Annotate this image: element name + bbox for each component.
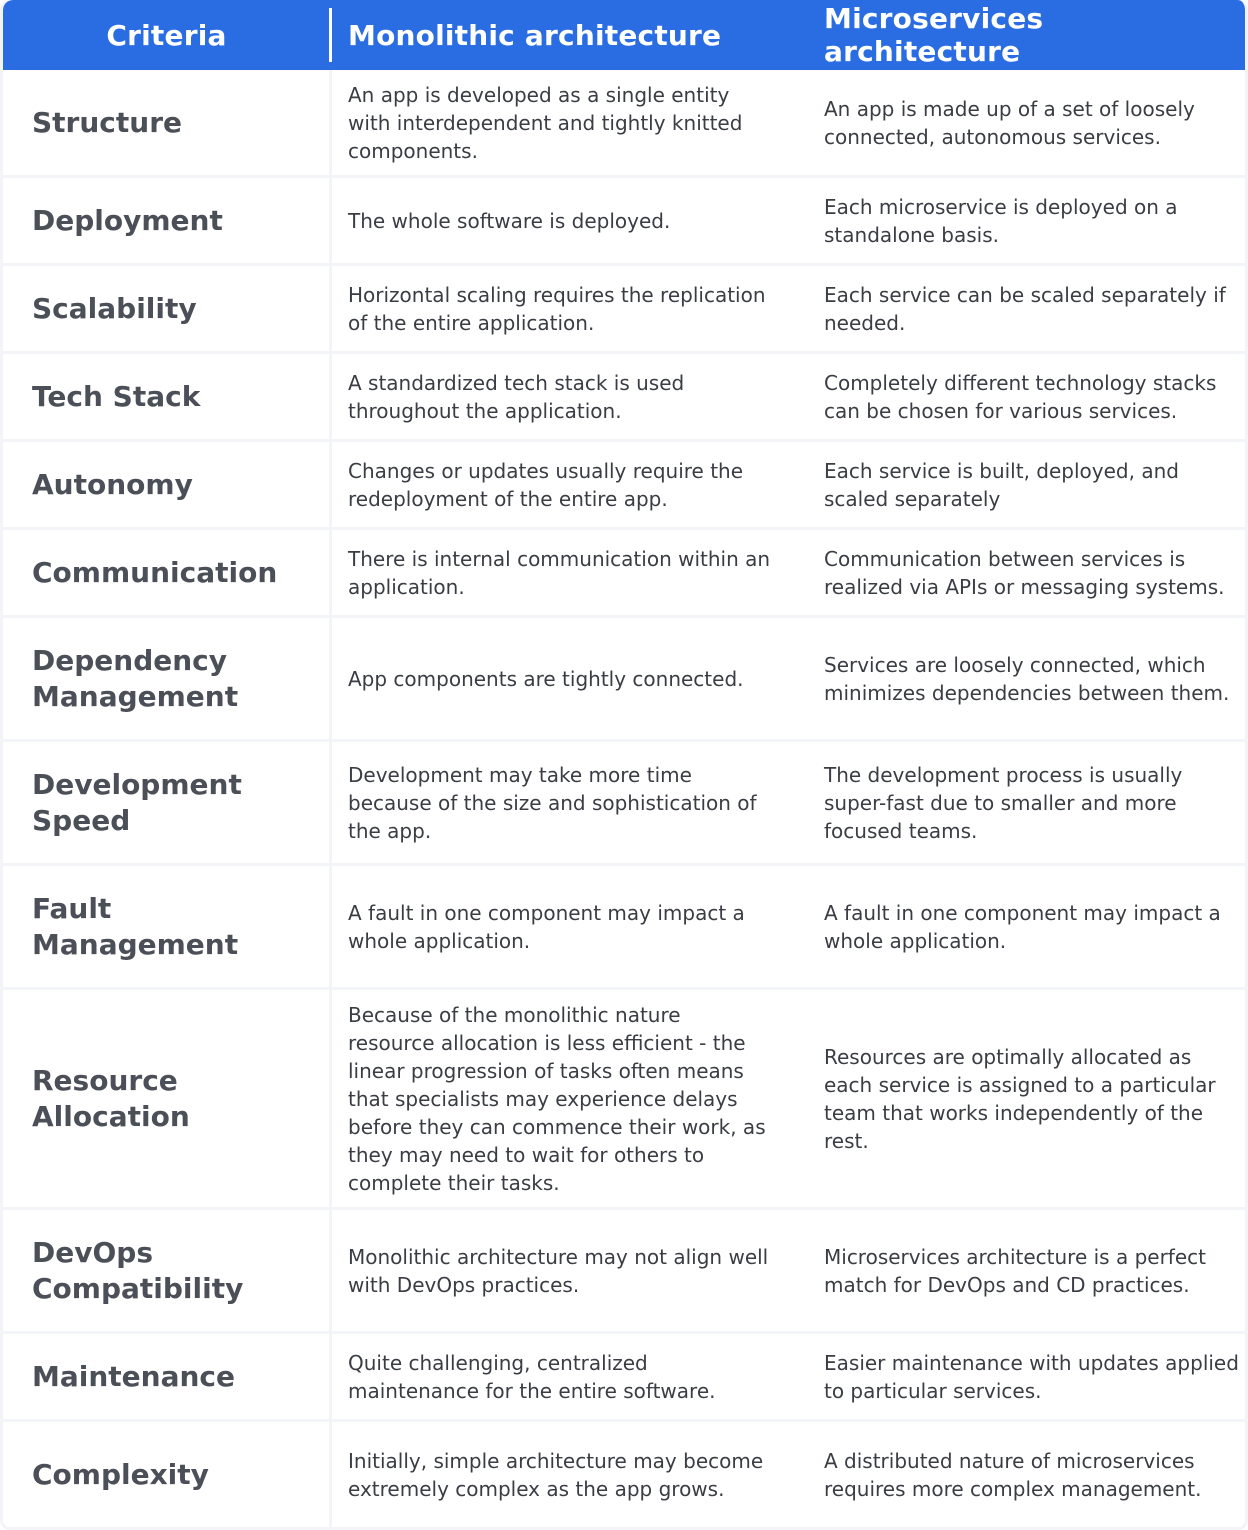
row-microservices: Completely different technology stacks can be chosen for various services. <box>824 370 1217 423</box>
row-criteria: Structure <box>32 105 183 139</box>
row-criteria: Maintenance <box>32 1359 236 1393</box>
row-microservices: Each service can be scaled separately if needed. <box>824 282 1226 335</box>
column-divider <box>329 990 332 1207</box>
column-divider <box>329 742 332 863</box>
row-monolithic: Changes or updates usually require the redeployment of the entire app. <box>348 458 744 511</box>
table-row <box>3 70 1248 178</box>
table-row <box>3 990 1248 1210</box>
row-criteria: Communication <box>32 555 278 589</box>
header-criteria: Criteria <box>106 18 227 52</box>
row-microservices: Resources are optimally allocated as each service is assigned to a particular team that works independently of the rest. <box>824 1044 1216 1153</box>
row-criteria: DevOps Compatibility <box>32 1235 244 1305</box>
column-divider <box>329 530 332 615</box>
table-row <box>3 742 1248 866</box>
table-row <box>3 442 1248 530</box>
table-row <box>3 1422 1248 1527</box>
table-header <box>3 0 1248 70</box>
column-divider <box>329 70 332 175</box>
row-monolithic: Monolithic architecture may not align well with DevOps practices. <box>348 1244 769 1297</box>
row-criteria: Dependency Management <box>32 643 239 713</box>
row-monolithic: Because of the monolithic nature resource allocation is less efficient - the linear progression of tasks often means that specialists may experience delays before they can commence their work, as they may need to wait for others to complete their tasks. <box>348 1002 766 1195</box>
row-monolithic: A fault in one component may impact a whole application. <box>348 900 745 953</box>
column-divider <box>329 1210 332 1331</box>
row-microservices: Microservices architecture is a perfect match for DevOps and CD practices. <box>824 1244 1206 1297</box>
header-divider <box>329 8 332 62</box>
row-microservices: Each microservice is deployed on a standalone basis. <box>824 194 1178 247</box>
row-microservices: Easier maintenance with updates applied to particular services. <box>824 1350 1239 1403</box>
row-microservices: A fault in one component may impact a whole application. <box>824 900 1221 953</box>
table-row <box>3 354 1248 442</box>
row-criteria: Deployment <box>32 203 223 237</box>
row-criteria: Fault Management <box>32 891 239 961</box>
row-microservices: Communication between services is realized via APIs or messaging systems. <box>824 546 1225 599</box>
column-divider <box>329 354 332 439</box>
table-row <box>3 618 1248 742</box>
table-row <box>3 266 1248 354</box>
row-microservices: Services are loosely connected, which minimizes dependencies between them. <box>824 652 1230 705</box>
row-monolithic: Quite challenging, centralized maintenance for the entire software. <box>348 1350 716 1403</box>
row-monolithic: A standardized tech stack is used throughout the application. <box>348 370 685 423</box>
column-divider <box>329 266 332 351</box>
row-criteria: Tech Stack <box>32 379 201 413</box>
row-monolithic: Initially, simple architecture may become extremely complex as the app grows. <box>348 1448 764 1501</box>
column-divider <box>329 618 332 739</box>
header-monolithic: Monolithic architecture <box>348 18 722 52</box>
row-microservices: An app is made up of a set of loosely connected, autonomous services. <box>824 96 1195 149</box>
row-monolithic: An app is developed as a single entity with interdependent and tightly knitted components. <box>348 82 743 163</box>
row-criteria: Resource Allocation <box>32 1063 190 1133</box>
row-monolithic: There is internal communication within an application. <box>348 546 771 599</box>
column-divider <box>329 1422 332 1527</box>
column-divider <box>329 178 332 263</box>
row-criteria: Autonomy <box>32 467 193 501</box>
row-criteria: Scalability <box>32 291 197 325</box>
table-row <box>3 178 1248 266</box>
column-divider <box>329 442 332 527</box>
row-microservices: Each service is built, deployed, and scaled separately <box>824 458 1179 511</box>
row-monolithic: Horizontal scaling requires the replication of the entire application. <box>348 282 766 335</box>
table-row <box>3 866 1248 990</box>
row-microservices: A distributed nature of microservices requires more complex management. <box>824 1448 1202 1501</box>
row-criteria: Development Speed <box>32 767 242 837</box>
table-row <box>3 1334 1248 1422</box>
row-microservices: The development process is usually super-fast due to smaller and more focused teams. <box>824 762 1183 843</box>
table-row <box>3 530 1248 618</box>
row-monolithic: Development may take more time because of the size and sophistication of the app. <box>348 762 757 843</box>
table-row <box>3 1210 1248 1334</box>
column-divider <box>329 1334 332 1419</box>
row-monolithic: The whole software is deployed. <box>348 208 671 233</box>
header-microservices: Microservices architecture <box>824 2 1044 68</box>
row-monolithic: App components are tightly connected. <box>348 666 744 691</box>
column-divider <box>329 866 332 987</box>
row-criteria: Complexity <box>32 1457 209 1491</box>
